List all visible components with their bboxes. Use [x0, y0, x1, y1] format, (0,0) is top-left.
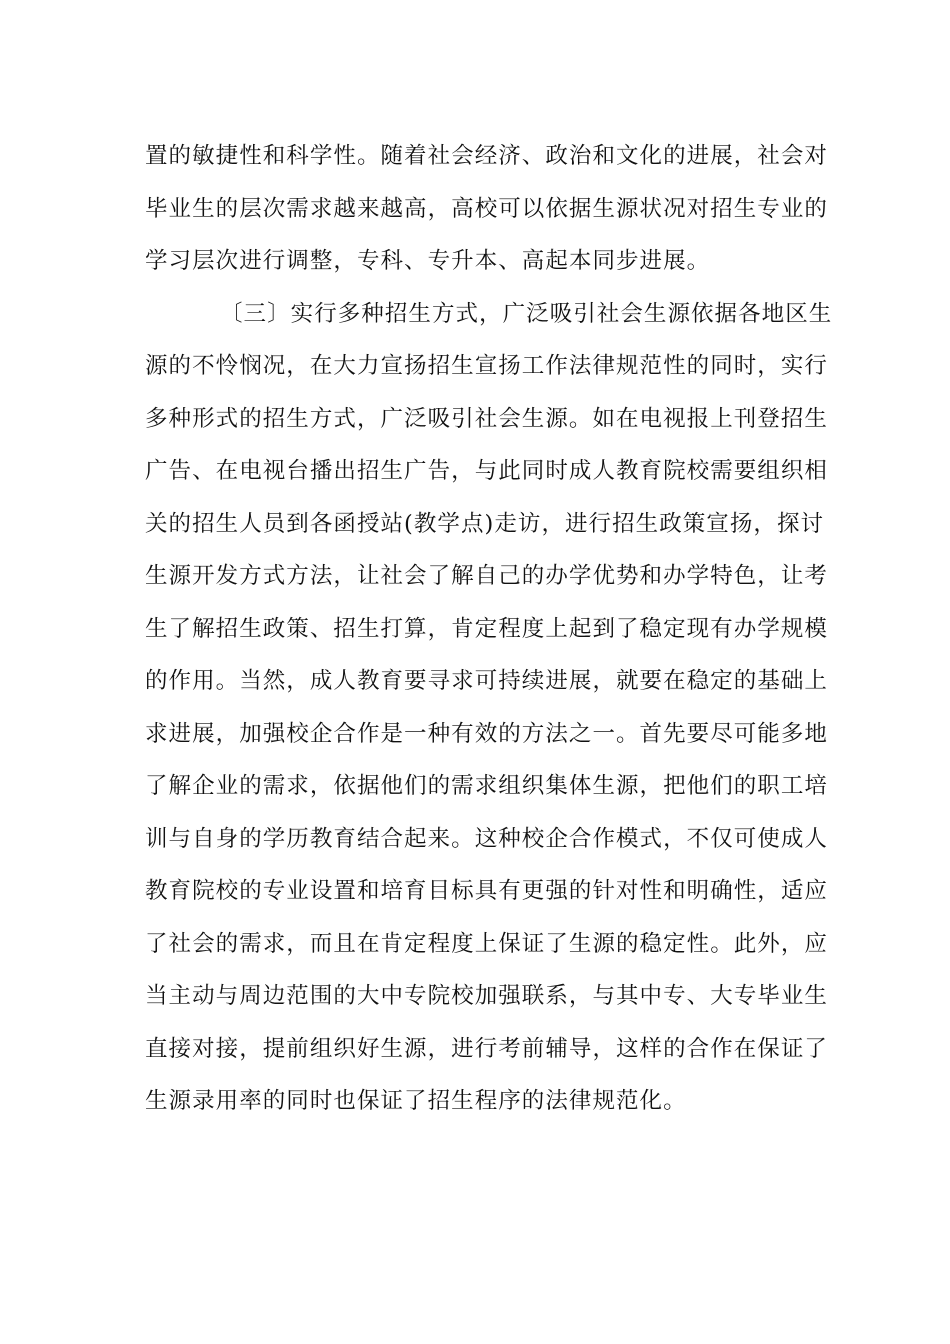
section-heading-line: 〔三〕实行多种招生方式，广泛吸引社会生源依据各地区生	[220, 300, 833, 327]
text-line: 源的不怜悯况，在大力宣扬招生宣扬工作法律规范性的同时，实行	[145, 353, 828, 379]
text-line: 学习层次进行调整，专科、专升本、高起本同步进展。	[145, 248, 711, 274]
text-line: 求进展，加强校企合作是一种有效的方法之一。首先要尽可能多地	[145, 720, 828, 747]
text-line: 多种形式的招生方式，广泛吸引社会生源。如在电视报上刊登招生	[145, 405, 828, 432]
text-line: 教育院校的专业设置和培育目标具有更强的针对性和明确性，适应	[145, 878, 828, 904]
body-text	[145, 130, 833, 1128]
text-line: 了解企业的需求，依据他们的需求组织集体生源，把他们的职工培	[145, 773, 828, 799]
text-line: 毕业生的层次需求越来越高，高校可以依据生源状况对招生专业的	[145, 195, 828, 222]
text-line: 训与自身的学历教育结合起来。这种校企合作模式，不仅可使成人	[145, 825, 828, 852]
text-line: 直接对接，提前组织好生源，进行考前辅导，这样的合作在保证了	[145, 1035, 828, 1062]
text-line: 生源开发方式方法，让社会了解自己的办学优势和办学特色，让考	[145, 563, 828, 589]
text-line: 了社会的需求，而且在肯定程度上保证了生源的稳定性。此外，应	[145, 930, 828, 957]
text-line: 广告、在电视台播出招生广告，与此同时成人教育院校需要组织相	[145, 458, 828, 484]
text-line: 当主动与周边范围的大中专院校加强联系，与其中专、大专毕业生	[145, 983, 828, 1009]
text-line: 关的招生人员到各函授站(教学点)走访，进行招生政策宣扬，探讨	[145, 510, 825, 537]
text-line: 生源录用率的同时也保证了招生程序的法律规范化。	[145, 1088, 687, 1114]
text-line: 的作用。当然，成人教育要寻求可持续进展，就要在稳定的基础上	[145, 668, 828, 694]
text-line: 置的敏捷性和科学性。随着社会经济、政治和文化的进展，社会对	[145, 143, 828, 169]
text-line: 生了解招生政策、招生打算，肯定程度上起到了稳定现有办学规模	[145, 615, 828, 642]
